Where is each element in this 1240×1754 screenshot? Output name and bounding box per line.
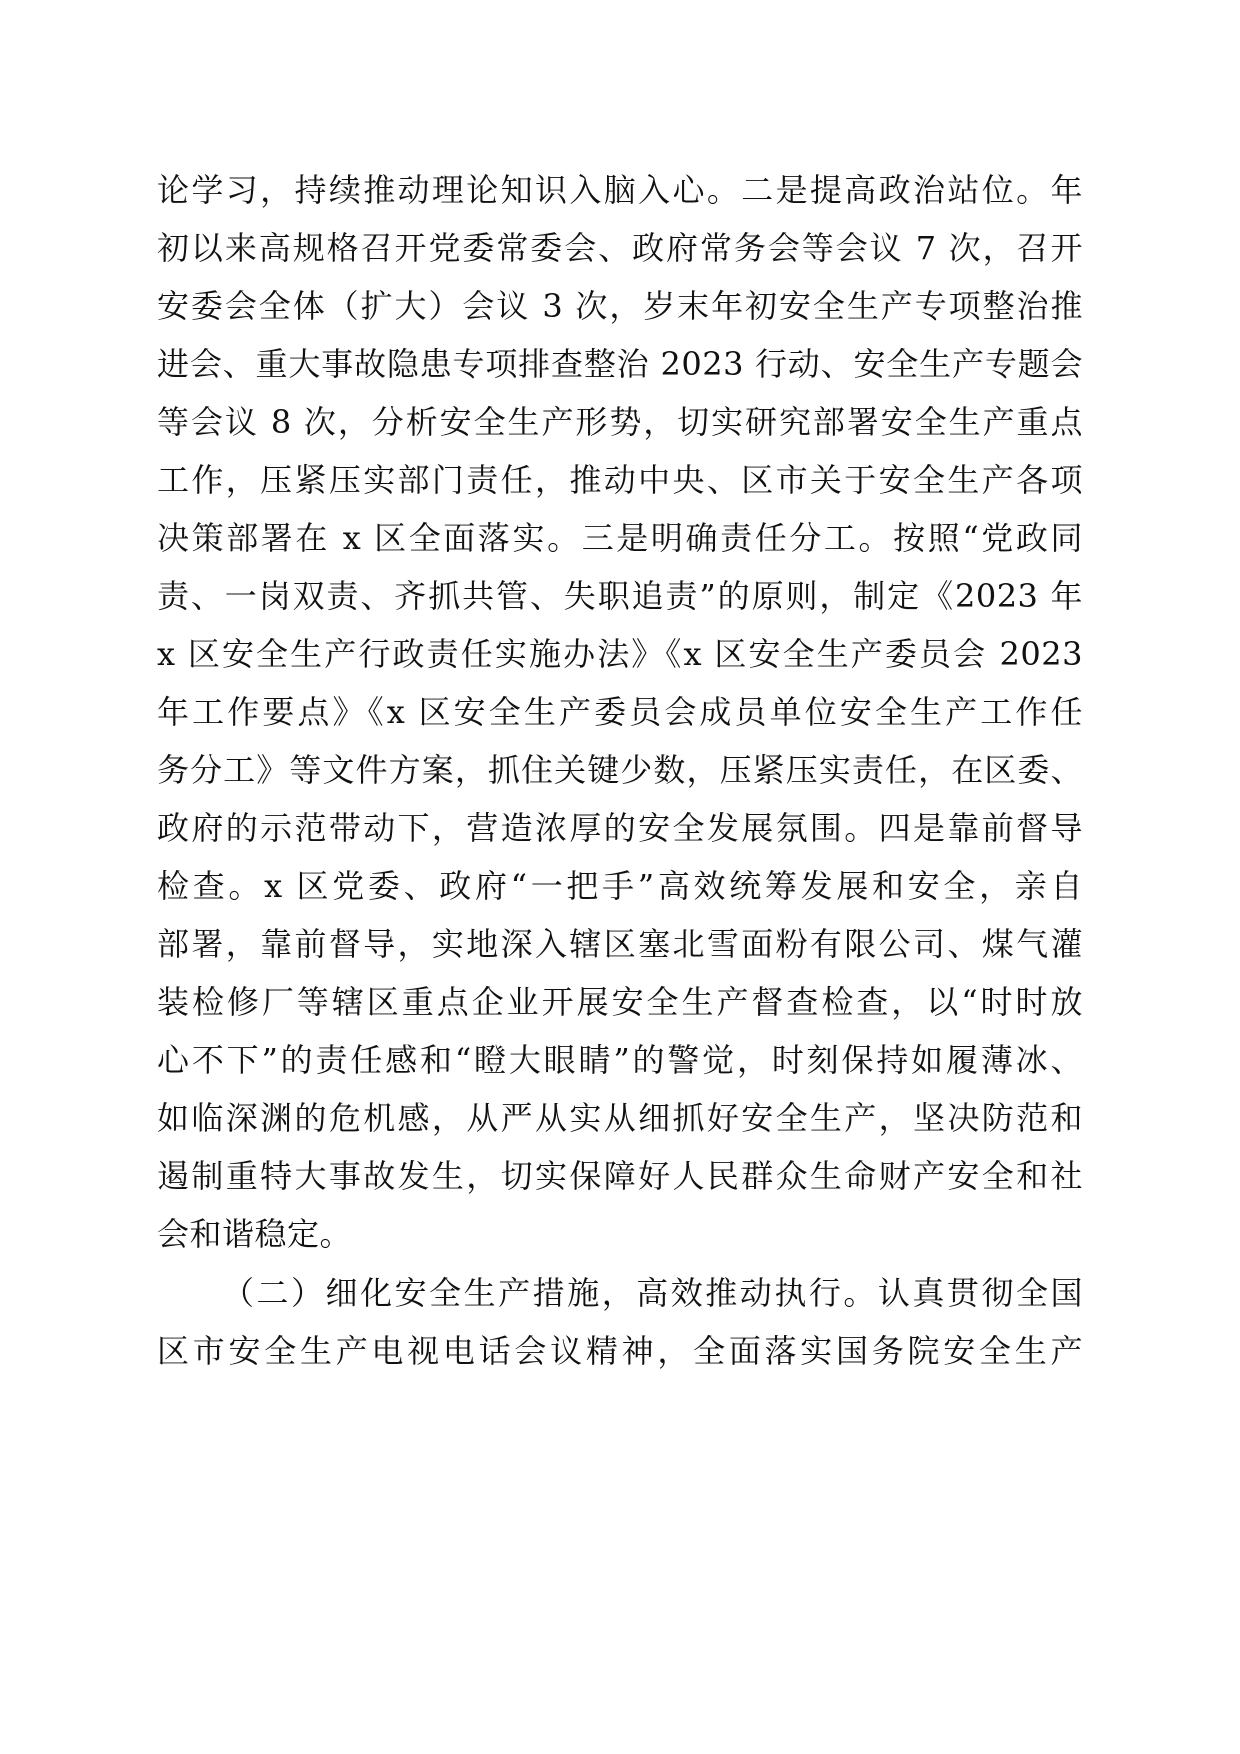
paragraph-line: 检查。x 区党委、政府“一把手”高效统筹发展和安全，亲自 [157,867,1083,905]
paragraph-line: 遏制重特大事故发生，切实保障好人民群众生命财产安全和社 [157,1157,1083,1195]
section-heading-line: （二）细化安全生产措施，高效推动执行。认真贯彻全国 [222,1274,1083,1312]
paragraph-line: 决策部署在 x 区全面落实。三是明确责任分工。按照“党政同 [157,519,1083,557]
paragraph-line: 心不下”的责任感和“瞪大眼睛”的警觉，时刻保持如履薄冰、 [157,1041,1083,1079]
paragraph-line: 区市安全生产电视电话会议精神，全面落实国务院安全生产 [157,1332,1083,1370]
paragraph-line: 初以来高规格召开党委常委会、政府常务会等会议 7 次，召开 [157,229,1083,267]
paragraph-line: 论学习，持续推动理论知识入脑入心。二是提高政治站位。年 [157,171,1083,209]
paragraph-line: 责、一岗双责、齐抓共管、失职追责”的原则，制定《2023 年 [157,577,1083,615]
paragraph-line: 工作，压紧压实部门责任，推动中央、区市关于安全生产各项 [157,461,1083,499]
paragraph-line: 年工作要点》《x 区安全生产委员会成员单位安全生产工作任 [157,693,1083,731]
paragraph-line: 进会、重大事故隐患专项排查整治 2023 行动、安全生产专题会 [157,345,1083,383]
paragraph-line: 会和谐稳定。 [157,1215,353,1253]
paragraph-line: 装检修厂等辖区重点企业开展安全生产督查检查，以“时时放 [157,983,1083,1021]
paragraph-line: 安委会全体（扩大）会议 3 次，岁末年初安全生产专项整治推 [157,287,1083,325]
paragraph-line: 务分工》等文件方案，抓住关键少数，压紧压实责任，在区委、 [157,751,1083,789]
paragraph-line: 等会议 8 次，分析安全生产形势，切实研究部署安全生产重点 [157,403,1083,441]
paragraph-line: 政府的示范带动下，营造浓厚的安全发展氛围。四是靠前督导 [157,809,1083,847]
paragraph-line: 部署，靠前督导，实地深入辖区塞北雪面粉有限公司、煤气灌 [157,925,1083,963]
paragraph-line: 如临深渊的危机感，从严从实从细抓好安全生产，坚决防范和 [157,1099,1083,1137]
paragraph-line: x 区安全生产行政责任实施办法》《x 区安全生产委员会 2023 [157,635,1083,673]
